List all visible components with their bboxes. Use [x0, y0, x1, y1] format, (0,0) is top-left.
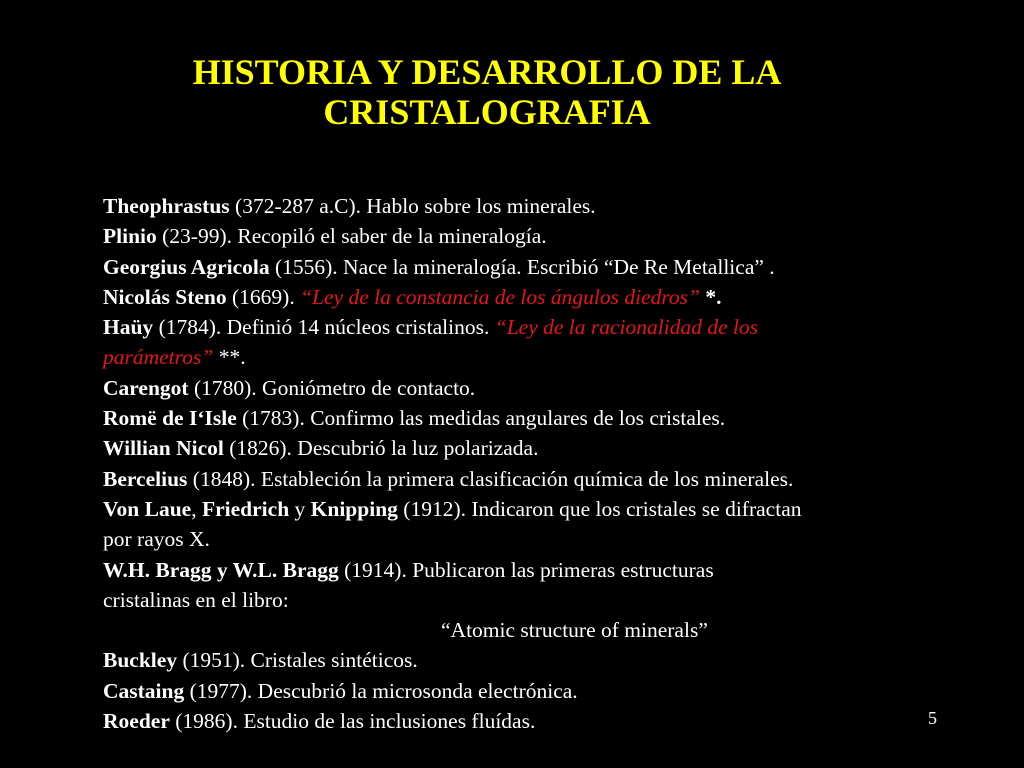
entry-text: (1912). Indicaron que los cristales se difractan: [397, 496, 802, 521]
entry-text: (1784). Definió 14 núcleos cristalinos.: [153, 315, 495, 340]
entry-text: (1977). Descubrió la microsonda electrónica.: [184, 678, 578, 703]
entry-name: Von Laue: [103, 496, 192, 521]
entry-name: Theophrastus: [103, 194, 230, 218]
entry-name: Castaing: [103, 678, 185, 703]
entry-text: (1669).: [226, 284, 301, 309]
entry-plinio: [103, 221, 963, 251]
law-rational-parameters-line-1: “Ley de la racionalidad de los: [494, 315, 759, 340]
footnote-mark: *.: [700, 284, 722, 309]
entry-text: (1556). Nace la mineralogía. Escribió “De Re Metallica” .: [269, 254, 775, 279]
entry-name: Bercelius: [103, 466, 188, 491]
entry-bercelius: [103, 464, 963, 494]
entry-name: Friedrich: [201, 496, 290, 521]
entry-text: (1780). Goniómetro de contacto.: [188, 375, 476, 400]
entry-name: Carengot: [103, 375, 189, 400]
entry-name: Plinio: [103, 224, 157, 249]
entry-name: Nicolás Steno: [103, 284, 227, 309]
footnote-mark: **.: [213, 345, 246, 370]
book-title: “Atomic structure of minerals”: [441, 618, 708, 643]
law-rational-parameters-line-2: parámetros”: [103, 345, 214, 370]
entry-roeder: [103, 706, 963, 736]
entry-name: Haüy: [103, 315, 154, 340]
entry-text: (1951). Cristales sintéticos.: [177, 648, 418, 673]
entry-laue-continued: por rayos X.: [103, 527, 210, 552]
entry-text: (1986). Estudio de las inclusiones fluídas.: [169, 709, 536, 734]
entry-name: Willian Nicol: [103, 436, 224, 461]
entry-theophrastus: [103, 191, 963, 221]
law-constancy-angles: “Ley de la constancia de los ángulos diedros”: [300, 284, 701, 309]
entry-name: Romë de I‘Isle: [103, 406, 237, 431]
entry-name: Knipping: [310, 496, 398, 521]
entry-nicol: [103, 433, 963, 463]
entry-name: Georgius Agricola: [103, 254, 270, 279]
slide-number: 5: [928, 708, 937, 728]
entry-laue: [103, 494, 963, 524]
entry-text: (1848). Estableción la primera clasificación química de los minerales.: [187, 466, 794, 491]
slide-title-line-2: CRISTALOGRAFIA: [323, 92, 651, 132]
entry-carengot: [103, 373, 963, 403]
entry-name: Buckley: [103, 648, 178, 673]
entry-hauy: [103, 312, 963, 342]
entry-text: (1826). Descubrió la luz polarizada.: [223, 436, 539, 461]
entry-name: W.H. Bragg y W.L. Bragg: [103, 557, 339, 582]
entry-separator: ,: [191, 496, 202, 521]
slide-title-line-1: HISTORIA Y DESARROLLO DE LA: [192, 52, 782, 92]
history-list: [103, 191, 963, 736]
entry-text: (23-99). Recopiló el saber de la mineralogía.: [156, 224, 547, 249]
entry-text: (372-287 a.C). Hablo sobre los minerales.: [229, 194, 596, 218]
entry-hauy-continued: [103, 342, 963, 372]
entry-bragg-continued: cristalinas en el libro:: [103, 587, 289, 612]
entry-agricola: [103, 252, 963, 282]
entry-steno: [103, 282, 963, 312]
entry-text: (1914). Publicaron las primeras estructuras: [338, 557, 714, 582]
entry-buckley: [103, 645, 963, 675]
entry-castaing: [103, 676, 963, 706]
entry-bragg: [103, 555, 963, 585]
entry-text: (1783). Confirmo las medidas angulares de los cristales.: [236, 406, 726, 431]
entry-rome: [103, 403, 963, 433]
slide-title: [112, 52, 862, 132]
entry-separator: y: [289, 496, 311, 521]
entry-name: Roeder: [103, 709, 170, 734]
